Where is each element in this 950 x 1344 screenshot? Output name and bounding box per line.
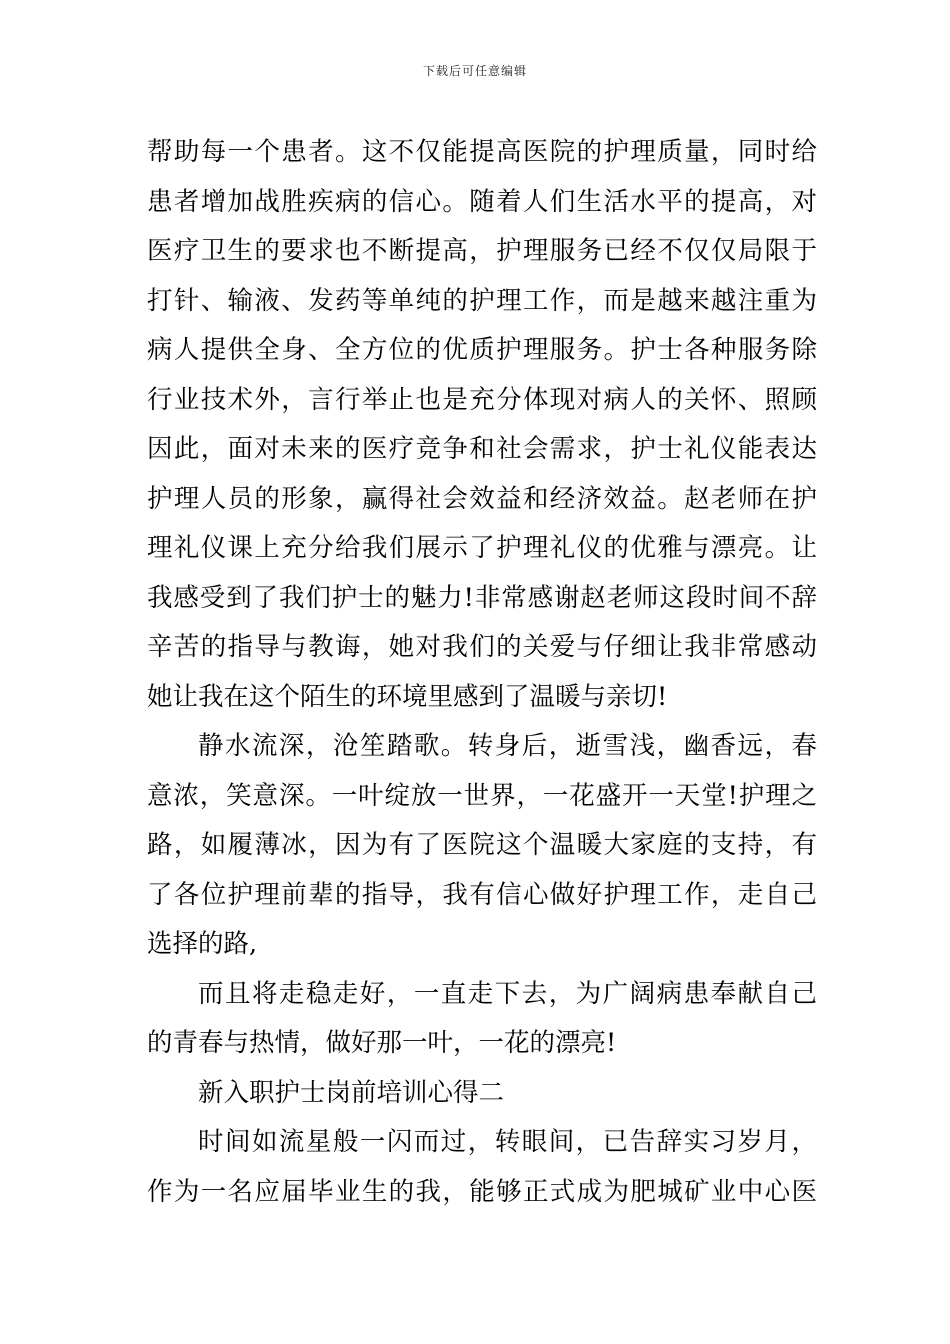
section-heading bbox=[147, 1069, 817, 1119]
document-body bbox=[147, 128, 817, 1217]
text-line: 医疗卫生的要求也不断提高，护理服务已经不仅仅局限于 bbox=[147, 236, 817, 266]
text-line: 的青春与热情，做好那一叶，一花的漂亮! bbox=[147, 1028, 617, 1058]
text-line: 意浓，笑意深。一叶绽放一世界，一花盛开一天堂!护理之 bbox=[147, 780, 817, 811]
paragraph bbox=[147, 722, 817, 970]
text-line: 理礼仪课上充分给我们展示了护理礼仪的优雅与漂亮。让 bbox=[147, 533, 817, 563]
text-line: 静水流深，沧笙踏歌。转身后，逝雪浅，幽香远，春 bbox=[198, 731, 817, 761]
page-header: 下载后可任意编辑 bbox=[422, 64, 527, 78]
text-line: 患者增加战胜疾病的信心。随着人们生活水平的提高，对 bbox=[147, 186, 817, 217]
paragraph bbox=[147, 970, 817, 1069]
text-line: 行业技术外，言行举止也是充分体现对病人的关怀、照顾 bbox=[147, 384, 817, 415]
heading-line: 新入职护士岗前培训心得二 bbox=[198, 1077, 505, 1108]
text-line: 选择的路, bbox=[147, 929, 258, 959]
text-line: 病人提供全身、全方位的优质护理服务。护士各种服务除 bbox=[147, 335, 817, 365]
text-line: 而且将走稳走好，一直走下去，为广阔病患奉献自己 bbox=[198, 978, 817, 1009]
text-line: 我感受到了我们护士的魅力!非常感谢赵老师这段时间不辞 bbox=[147, 582, 817, 613]
text-line: 打针、输液、发药等单纯的护理工作，而是越来越注重为 bbox=[147, 285, 817, 316]
text-line: 她让我在这个陌生的环境里感到了温暖与亲切! bbox=[147, 681, 668, 712]
text-line: 作为一名应届毕业生的我，能够正式成为肥城矿业中心医 bbox=[147, 1176, 817, 1207]
text-line: 辛苦的指导与教诲，她对我们的关爱与仔细让我非常感动 bbox=[147, 632, 817, 662]
text-line: 因此，面对未来的医疗竞争和社会需求，护士礼仪能表达 bbox=[147, 434, 817, 464]
text-line: 时间如流星般一闪而过，转眼间，已告辞实习岁月， bbox=[198, 1127, 817, 1157]
text-line: 了各位护理前辈的指导，我有信心做好护理工作，走自己 bbox=[147, 879, 817, 910]
text-line: 护理人员的形象，赢得社会效益和经济效益。赵老师在护 bbox=[147, 483, 817, 514]
text-line: 路，如履薄冰，因为有了医院这个温暖大家庭的支持，有 bbox=[147, 830, 817, 860]
paragraph bbox=[147, 128, 817, 722]
text-line: 帮助每一个患者。这不仅能提高医院的护理质量，同时给 bbox=[147, 137, 817, 167]
paragraph bbox=[147, 1118, 817, 1217]
